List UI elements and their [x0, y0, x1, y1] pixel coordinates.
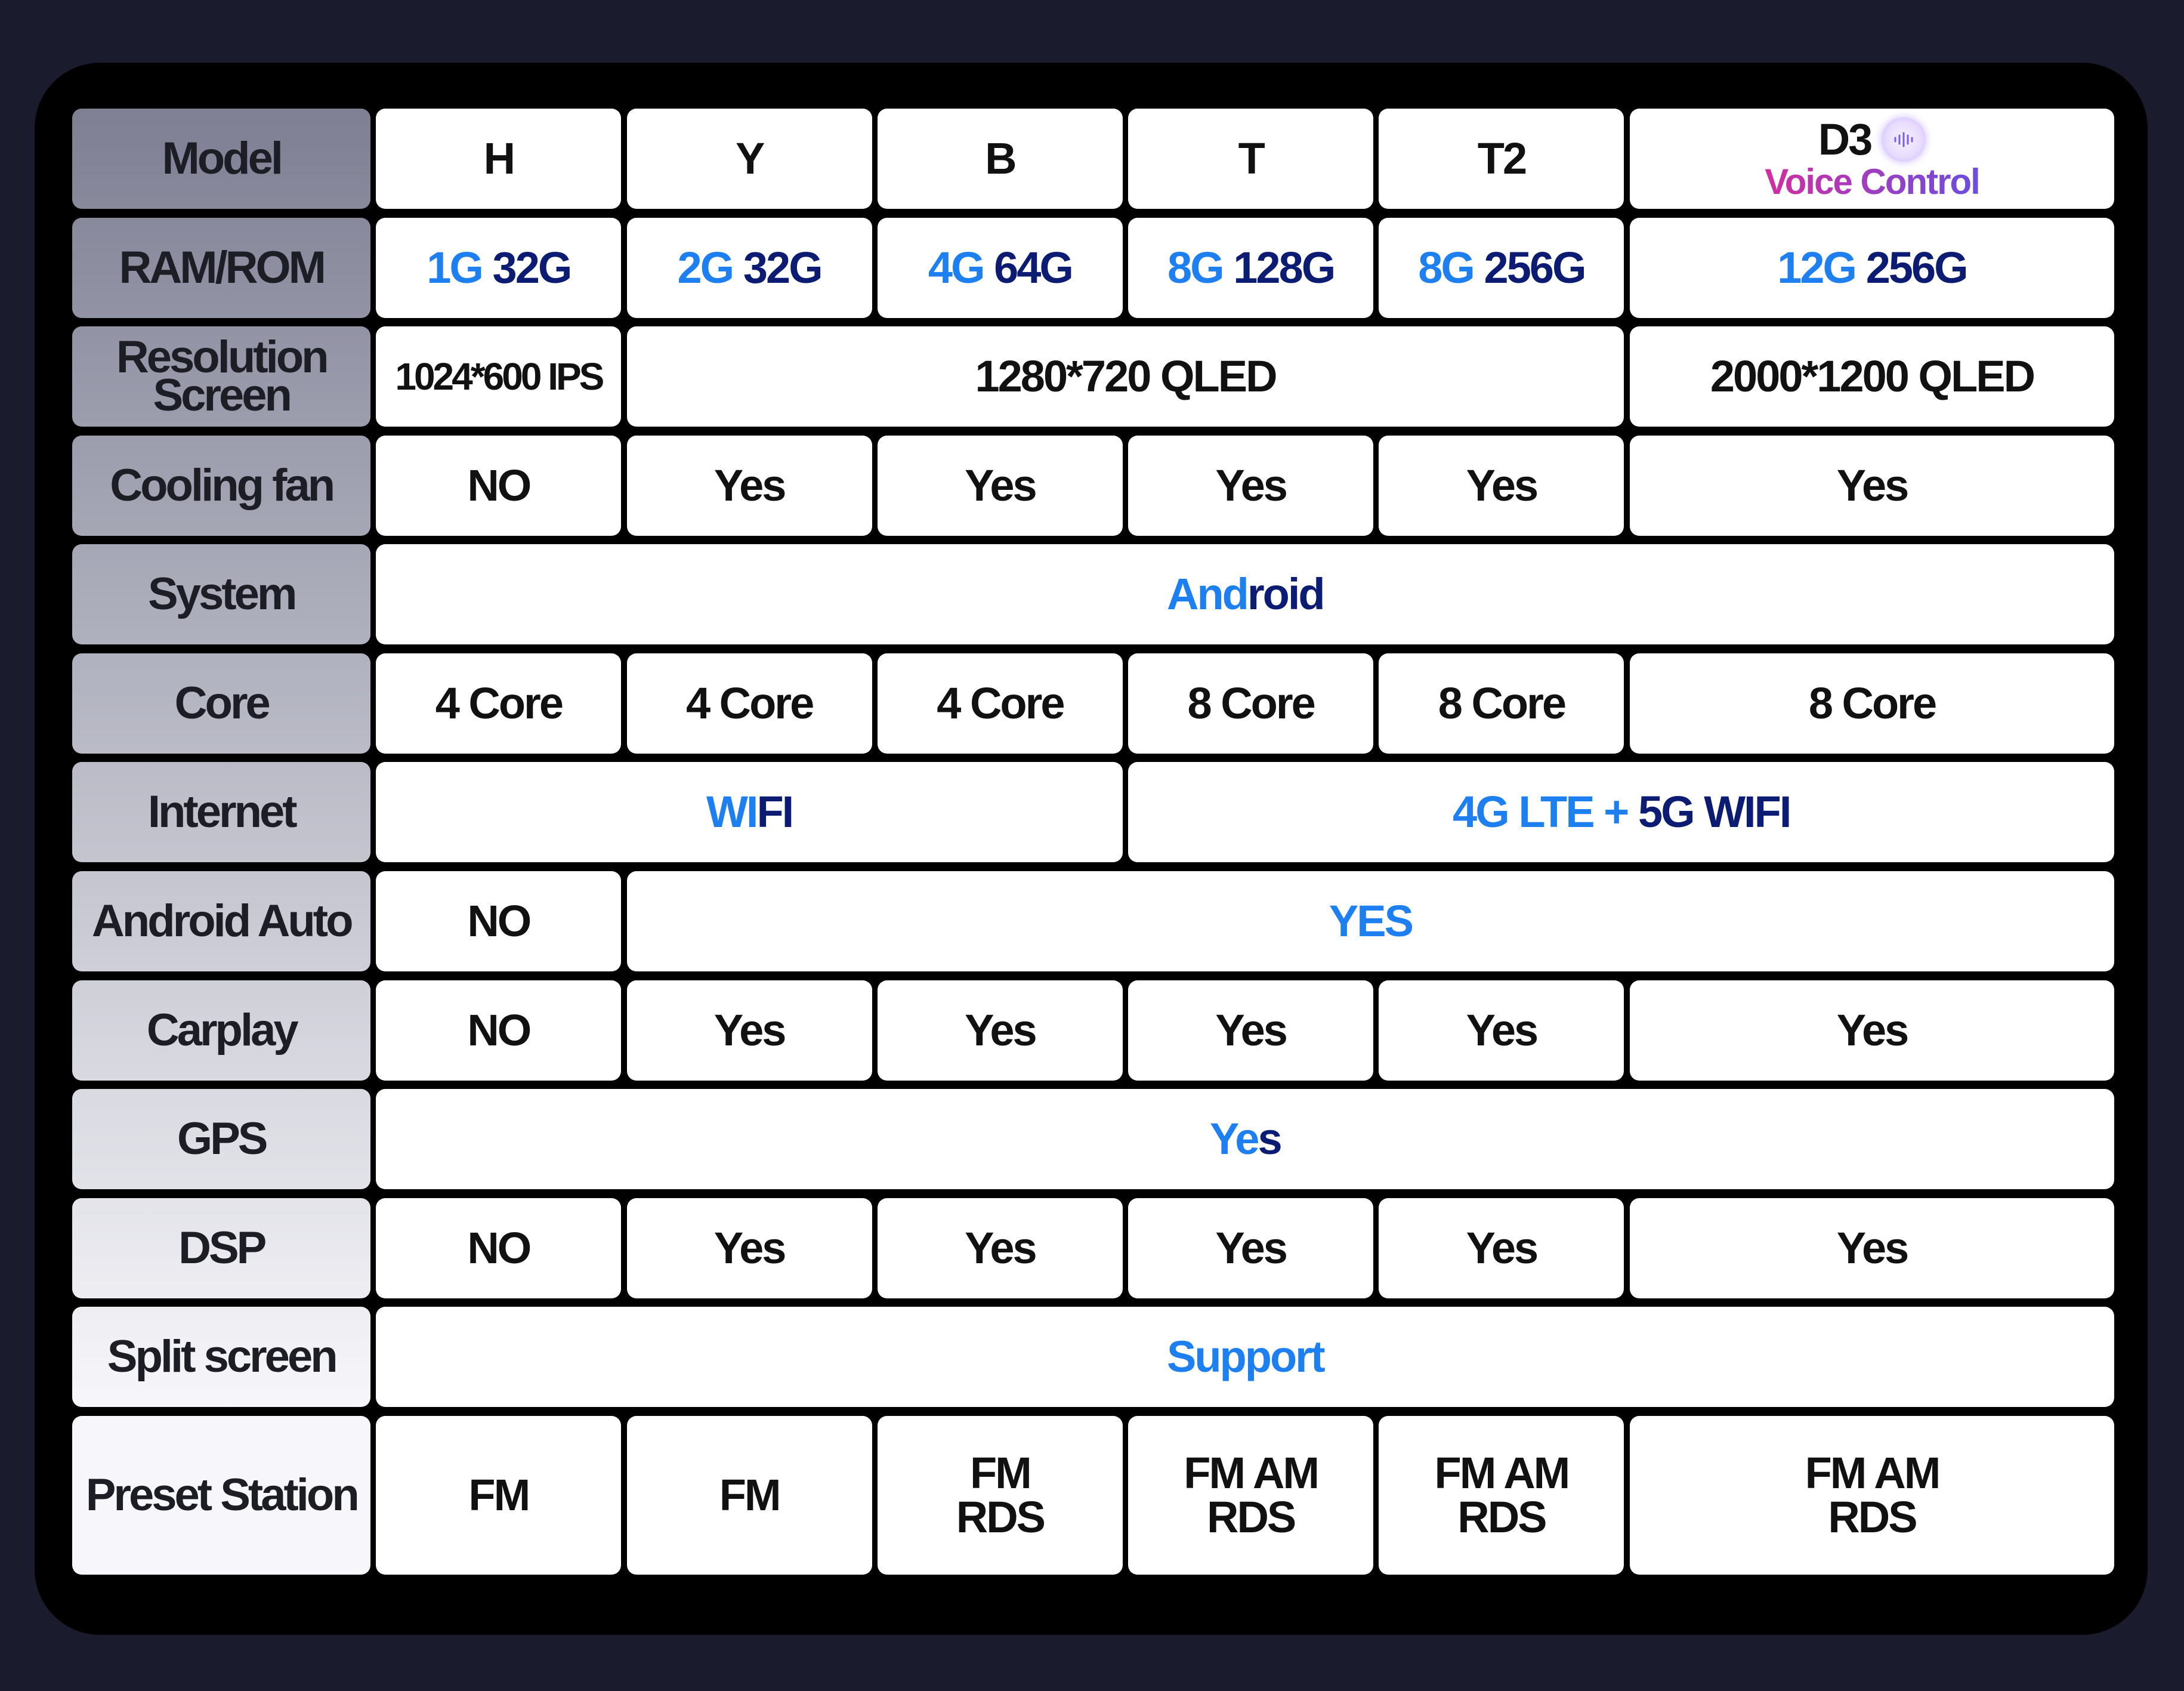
spec-value	[1210, 1114, 1281, 1164]
spec-cell-preset-station	[1379, 1416, 1624, 1575]
model-header-b	[878, 109, 1123, 209]
spec-value-line: FM	[719, 1470, 780, 1520]
spec-value-part: WI	[706, 787, 757, 837]
spec-cell-dsp	[627, 1198, 872, 1298]
spec-cell-cooling-fan	[627, 436, 872, 536]
spec-value-part: Ye	[1210, 1114, 1258, 1164]
spec-value	[1777, 242, 1967, 292]
spec-value-part: 2G	[677, 242, 743, 292]
spec-value: Yes	[713, 1005, 785, 1055]
spec-cell-carplay	[1128, 980, 1373, 1081]
spec-cell-ram-rom	[1128, 218, 1373, 318]
spec-value-part: roid	[1247, 569, 1324, 619]
spec-value: Yes	[1466, 460, 1537, 510]
model-name: T	[1238, 134, 1264, 184]
spec-value-line: RDS	[1828, 1492, 1916, 1542]
spec-value: 2000*1200 QLED	[1710, 351, 2034, 402]
spec-value	[1167, 242, 1335, 292]
model-name: Y	[735, 134, 764, 184]
spec-cell-carplay	[1379, 980, 1624, 1081]
spec-value-line: RDS	[1207, 1492, 1295, 1542]
spec-value: 8 Core	[1187, 678, 1314, 728]
spec-value-part: 64G	[994, 242, 1072, 292]
spec-value: Yes	[965, 1223, 1036, 1273]
spec-value-part: FI	[756, 787, 793, 837]
row-label-preset-station: Preset Station	[72, 1416, 370, 1575]
row-label-dsp: DSP	[72, 1198, 370, 1298]
spec-cell-carplay	[1630, 980, 2115, 1081]
spec-cell-ram-rom	[627, 218, 872, 318]
spec-cell-resolution-screen	[1630, 326, 2115, 427]
row-label-ram-rom: RAM/ROM	[72, 218, 370, 318]
spec-value-part: YES	[1329, 896, 1412, 946]
spec-cell-split-screen	[376, 1307, 2114, 1407]
spec-cell-ram-rom	[1379, 218, 1624, 318]
spec-value: Yes	[1836, 460, 1908, 510]
spec-cell-resolution-screen	[376, 326, 621, 427]
spec-value	[1418, 242, 1585, 292]
spec-value: 8 Core	[1438, 678, 1565, 728]
spec-value-line: FM AM	[1805, 1448, 1939, 1498]
spec-value	[928, 242, 1072, 292]
spec-cell-android-auto	[376, 871, 621, 971]
spec-value-part: 8G	[1418, 242, 1484, 292]
model-header-t2	[1379, 109, 1624, 209]
model-header-h	[376, 109, 621, 209]
spec-value-line: FM AM	[1184, 1448, 1318, 1498]
spec-value: Yes	[713, 1223, 785, 1273]
spec-cell-system	[376, 544, 2114, 644]
spec-value-part: 256G	[1865, 242, 1967, 292]
spec-value	[1167, 569, 1324, 619]
row-label-resolution-screen: Resolution Screen	[72, 326, 370, 427]
spec-cell-internet	[376, 762, 1122, 862]
spec-cell-cooling-fan	[376, 436, 621, 536]
spec-value-part: And	[1167, 569, 1247, 619]
spec-value: 1280*720 QLED	[975, 351, 1276, 402]
spec-cell-ram-rom	[1630, 218, 2115, 318]
voice-control-icon	[1882, 118, 1926, 162]
spec-cell-cooling-fan	[1379, 436, 1624, 536]
spec-value	[1167, 1332, 1324, 1382]
spec-cell-cooling-fan	[878, 436, 1123, 536]
spec-value: NO	[467, 1223, 530, 1273]
spec-value: Yes	[965, 460, 1036, 510]
spec-cell-core	[376, 653, 621, 754]
spec-value-part: 4G LTE +	[1453, 787, 1638, 837]
spec-cell-dsp	[878, 1198, 1123, 1298]
spec-cell-cooling-fan	[1128, 436, 1373, 536]
spec-value-part: 128G	[1233, 242, 1335, 292]
spec-cell-ram-rom	[878, 218, 1123, 318]
spec-cell-carplay	[376, 980, 621, 1081]
spec-cell-dsp	[1128, 1198, 1373, 1298]
spec-cell-ram-rom	[376, 218, 621, 318]
spec-cell-resolution-screen	[627, 326, 1624, 427]
row-label-gps: GPS	[72, 1089, 370, 1189]
row-label-core: Core	[72, 653, 370, 754]
model-name: H	[483, 134, 514, 184]
spec-value	[1329, 896, 1412, 946]
spec-value	[1453, 787, 1790, 837]
spec-cell-internet	[1128, 762, 2114, 862]
row-label-internet: Internet	[72, 762, 370, 862]
spec-value: Yes	[1466, 1005, 1537, 1055]
spec-cell-dsp	[376, 1198, 621, 1298]
spec-value-part: 4G	[928, 242, 994, 292]
spec-cell-core	[1379, 653, 1624, 754]
spec-cell-core	[1128, 653, 1373, 754]
spec-value: NO	[467, 896, 530, 946]
row-label-android-auto: Android Auto	[72, 871, 370, 971]
model-name: T2	[1477, 134, 1526, 184]
spec-cell-carplay	[878, 980, 1123, 1081]
spec-value: Yes	[1215, 1005, 1286, 1055]
spec-value-part: 8G	[1167, 242, 1234, 292]
spec-value-line: FM	[969, 1448, 1030, 1498]
spec-value-part: 12G	[1777, 242, 1866, 292]
spec-cell-core	[1630, 653, 2115, 754]
model-name-row	[1818, 115, 1926, 165]
model-header-d3	[1630, 109, 2115, 209]
spec-cell-preset-station	[1128, 1416, 1373, 1575]
spec-cell-preset-station	[878, 1416, 1123, 1575]
spec-cell-gps	[376, 1089, 2114, 1189]
spec-value-part: 256G	[1484, 242, 1585, 292]
row-label-cooling-fan: Cooling fan	[72, 436, 370, 536]
voice-control-label: Voice Control	[1765, 162, 1979, 202]
model-name: B	[985, 134, 1015, 184]
row-label-split-screen: Split screen	[72, 1307, 370, 1407]
spec-value-part: 32G	[492, 242, 571, 292]
spec-value	[706, 787, 793, 837]
spec-value-part: 1G	[427, 242, 493, 292]
spec-value-line: RDS	[1457, 1492, 1546, 1542]
model-name: D3	[1818, 115, 1871, 165]
spec-value: NO	[467, 460, 530, 510]
spec-value	[427, 242, 571, 292]
spec-cell-preset-station	[376, 1416, 621, 1575]
spec-value-part: 5G WIFI	[1638, 787, 1790, 837]
spec-value	[677, 242, 821, 292]
spec-cell-preset-station	[627, 1416, 872, 1575]
spec-cell-dsp	[1379, 1198, 1624, 1298]
spec-cell-android-auto	[627, 871, 2115, 971]
row-label-system: System	[72, 544, 370, 644]
spec-value: Yes	[713, 460, 785, 510]
spec-value: Yes	[1836, 1005, 1908, 1055]
spec-cell-core	[627, 653, 872, 754]
spec-cell-preset-station	[1630, 1416, 2115, 1575]
spec-value: Yes	[965, 1005, 1036, 1055]
spec-value: 4 Core	[435, 678, 562, 728]
spec-value: Yes	[1215, 460, 1286, 510]
spec-cell-cooling-fan	[1630, 436, 2115, 536]
spec-value: Yes	[1836, 1223, 1908, 1273]
spec-value: 1024*600 IPS	[395, 355, 603, 399]
row-label-model: Model	[72, 109, 370, 209]
spec-value-part: Support	[1167, 1332, 1324, 1382]
model-header-t	[1128, 109, 1373, 209]
model-header-y	[627, 109, 872, 209]
spec-value-line: FM	[468, 1470, 529, 1520]
row-label-carplay: Carplay	[72, 980, 370, 1081]
spec-value-line: RDS	[956, 1492, 1045, 1542]
spec-value-part: 32G	[743, 242, 821, 292]
spec-value-line: FM AM	[1434, 1448, 1569, 1498]
spec-cell-dsp	[1630, 1198, 2115, 1298]
spec-value: 4 Core	[685, 678, 813, 728]
spec-cell-core	[878, 653, 1123, 754]
spec-cell-carplay	[627, 980, 872, 1081]
spec-value-part: s	[1258, 1114, 1281, 1164]
spec-value: Yes	[1466, 1223, 1537, 1273]
spec-value: NO	[467, 1005, 530, 1055]
spec-value: 4 Core	[937, 678, 1064, 728]
spec-value: 8 Core	[1808, 678, 1936, 728]
spec-value: Yes	[1215, 1223, 1286, 1273]
